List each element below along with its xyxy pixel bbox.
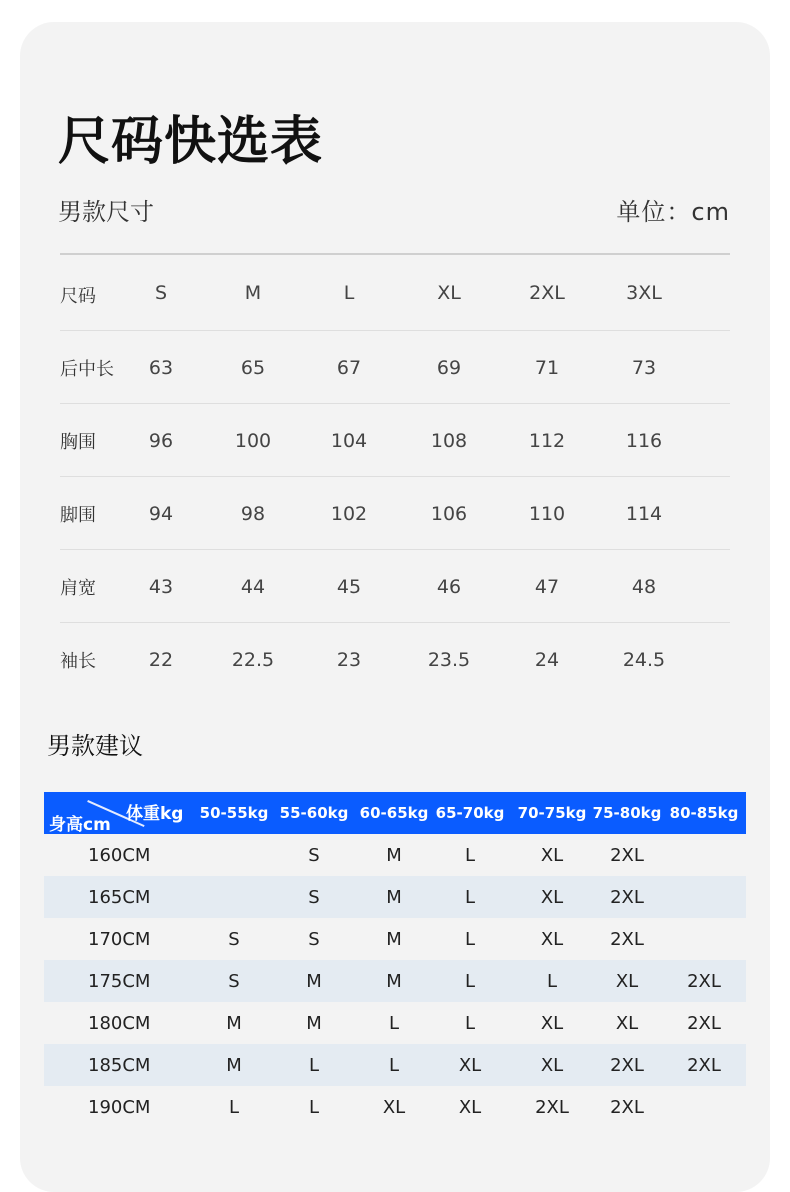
recommended-size-cell: XL	[458, 1097, 482, 1118]
recommendation-row	[44, 918, 746, 960]
size-cell: 112	[528, 430, 566, 452]
recommended-size-cell: 2XL	[610, 929, 644, 950]
recommended-size-cell: XL	[615, 971, 639, 992]
size-cell: 23.5	[427, 649, 471, 671]
size-cell: 108	[430, 430, 468, 452]
size-cell: 116	[625, 430, 663, 452]
recommended-size-cell: XL	[458, 1055, 482, 1076]
size-cell: 22	[148, 649, 174, 671]
recommended-size-cell: M	[386, 887, 402, 908]
weight-column-header: 80-85kg	[669, 804, 739, 822]
size-table-row	[60, 404, 730, 477]
weight-column-header: 75-80kg	[592, 804, 662, 822]
recommended-size-cell: 2XL	[535, 1097, 569, 1118]
page-title: 尺码快选表	[58, 112, 324, 172]
recommended-size-cell: M	[226, 1055, 242, 1076]
recommended-size-cell: 2XL	[610, 1055, 644, 1076]
size-cell: 94	[148, 503, 174, 525]
size-row-label: 尺码	[60, 286, 96, 307]
size-cell: 44	[240, 576, 266, 598]
recommended-size-cell: S	[308, 929, 320, 950]
recommended-size-cell: 2XL	[610, 1097, 644, 1118]
recommended-size-cell: L	[464, 845, 476, 866]
height-label: 185CM	[88, 1055, 151, 1076]
height-label: 160CM	[88, 845, 151, 866]
size-cell: S	[154, 282, 168, 304]
recommended-size-cell: L	[464, 1013, 476, 1034]
height-label: 165CM	[88, 887, 151, 908]
recommended-size-cell: L	[464, 929, 476, 950]
size-cell: 71	[534, 357, 560, 379]
recommendation-row	[44, 1044, 746, 1086]
size-cell: 48	[631, 576, 657, 598]
size-table-row	[60, 258, 730, 331]
recommended-size-cell: L	[388, 1013, 400, 1034]
size-cell: L	[343, 282, 355, 304]
recommended-size-cell: XL	[540, 1013, 564, 1034]
recommended-size-cell: 2XL	[687, 971, 721, 992]
size-cell: XL	[437, 282, 461, 304]
recommended-size-cell: L	[308, 1055, 320, 1076]
recommended-size-cell: L	[464, 887, 476, 908]
recommended-size-cell: S	[228, 971, 240, 992]
recommendation-row	[44, 1002, 746, 1044]
recommended-size-cell: XL	[615, 1013, 639, 1034]
divider	[60, 253, 730, 255]
recommended-size-cell: M	[306, 1013, 322, 1034]
recommended-size-cell: S	[228, 929, 240, 950]
recommendation-row	[44, 876, 746, 918]
recommended-size-cell: L	[464, 971, 476, 992]
recommendation-header	[44, 792, 746, 834]
size-cell: 65	[240, 357, 266, 379]
size-cell: 43	[148, 576, 174, 598]
recommended-size-cell: XL	[382, 1097, 406, 1118]
recommendation-row	[44, 960, 746, 1002]
size-cell: 69	[436, 357, 462, 379]
size-row-label: 袖长	[60, 651, 96, 672]
size-cell: 46	[436, 576, 462, 598]
recommended-size-cell: S	[308, 845, 320, 866]
size-row-label: 脚围	[60, 505, 96, 526]
size-row-label: 胸围	[60, 432, 96, 453]
size-table-row	[60, 477, 730, 550]
height-header-label: 身高cm	[49, 815, 111, 835]
size-table-row	[60, 331, 730, 404]
height-label: 180CM	[88, 1013, 151, 1034]
size-cell: 114	[625, 503, 663, 525]
recommended-size-cell: 2XL	[687, 1055, 721, 1076]
size-cell: 106	[430, 503, 468, 525]
recommendation-table	[44, 792, 746, 1128]
size-cell: 98	[240, 503, 266, 525]
recommended-size-cell: XL	[540, 845, 564, 866]
section-subtitle: 男款尺寸	[58, 198, 154, 226]
size-cell: 24	[534, 649, 560, 671]
size-table	[60, 258, 730, 695]
weight-column-header: 50-55kg	[199, 804, 269, 822]
size-cell: 2XL	[529, 282, 565, 304]
recommended-size-cell: 2XL	[687, 1013, 721, 1034]
weight-column-header: 65-70kg	[435, 804, 505, 822]
size-cell: 47	[534, 576, 560, 598]
weight-column-header: 70-75kg	[517, 804, 587, 822]
height-label: 170CM	[88, 929, 151, 950]
size-row-label: 肩宽	[60, 578, 96, 599]
size-cell: 24.5	[622, 649, 666, 671]
recommended-size-cell: XL	[540, 1055, 564, 1076]
recommended-size-cell: L	[546, 971, 558, 992]
recommended-size-cell: M	[386, 845, 402, 866]
size-cell: 73	[631, 357, 657, 379]
size-table-row	[60, 623, 730, 695]
size-table-row	[60, 550, 730, 623]
size-cell: 23	[336, 649, 362, 671]
size-cell: 100	[234, 430, 272, 452]
recommended-size-cell: M	[386, 929, 402, 950]
size-cell: 3XL	[626, 282, 662, 304]
height-label: 190CM	[88, 1097, 151, 1118]
recommended-size-cell: 2XL	[610, 887, 644, 908]
recommended-size-cell: XL	[540, 929, 564, 950]
recommendation-row	[44, 1086, 746, 1128]
size-cell: 22.5	[231, 649, 275, 671]
size-cell: 63	[148, 357, 174, 379]
unit-label: 单位：cm	[616, 198, 730, 226]
size-cell: M	[244, 282, 262, 304]
size-cell: 67	[336, 357, 362, 379]
size-cell: 110	[528, 503, 566, 525]
weight-column-header: 55-60kg	[279, 804, 349, 822]
recommended-size-cell: M	[306, 971, 322, 992]
recommendation-title: 男款建议	[47, 732, 143, 760]
recommended-size-cell: L	[308, 1097, 320, 1118]
size-cell: 102	[330, 503, 368, 525]
weight-column-header: 60-65kg	[359, 804, 429, 822]
weight-header-label: 体重kg	[126, 804, 184, 824]
recommended-size-cell: M	[386, 971, 402, 992]
recommended-size-cell: XL	[540, 887, 564, 908]
recommended-size-cell: S	[308, 887, 320, 908]
recommended-size-cell: 2XL	[610, 845, 644, 866]
size-cell: 104	[330, 430, 368, 452]
recommended-size-cell: L	[228, 1097, 240, 1118]
size-cell: 96	[148, 430, 174, 452]
recommendation-row	[44, 834, 746, 876]
size-row-label: 后中长	[60, 359, 114, 380]
recommended-size-cell: M	[226, 1013, 242, 1034]
size-cell: 45	[336, 576, 362, 598]
recommended-size-cell: L	[388, 1055, 400, 1076]
height-label: 175CM	[88, 971, 151, 992]
